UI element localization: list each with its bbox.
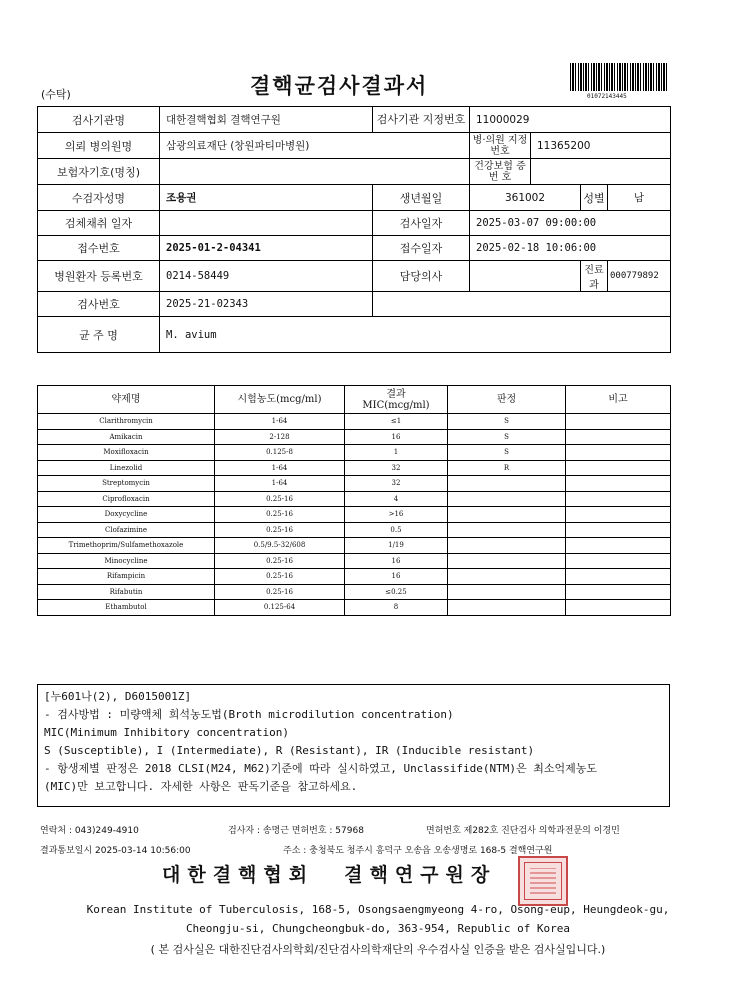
table-row [38, 491, 671, 507]
table-row [38, 445, 671, 461]
table-row [38, 476, 671, 492]
test-conc: 2-128 [215, 429, 345, 445]
dept-label: 진료과 [581, 261, 608, 292]
dob-label: 생년월일 [373, 185, 470, 211]
receipt-label: (수탁) [41, 88, 71, 101]
table-row [38, 538, 671, 554]
col-judge: 판정 [448, 386, 566, 414]
mic-value: 16 [345, 569, 448, 585]
table-row [38, 569, 671, 585]
table-row [38, 429, 671, 445]
judgement [448, 507, 566, 523]
patient-name-label: 수검자성명 [38, 185, 160, 211]
test-date-label: 검사일자 [373, 211, 470, 236]
collect-date-value [160, 211, 373, 236]
drug-name: Ethambutol [38, 600, 215, 616]
table-row [38, 507, 671, 523]
test-conc: 0.125-64 [215, 600, 345, 616]
mic-value: 1 [345, 445, 448, 461]
judgement [448, 600, 566, 616]
test-conc: 0.125-8 [215, 445, 345, 461]
mic-value: 0.5 [345, 522, 448, 538]
mic-value: ≤1 [345, 414, 448, 430]
notify-date: 결과통보일시 2025-03-14 10:56:00 [40, 846, 191, 856]
test-conc: 0.25-16 [215, 491, 345, 507]
test-conc: 1-64 [215, 414, 345, 430]
remark [566, 584, 671, 600]
accession-label: 접수번호 [38, 236, 160, 261]
sex-label: 성별 [581, 185, 608, 211]
judgement [448, 522, 566, 538]
examiner-info: 검사자 : 송명근 면허번호 : 57968 [228, 826, 364, 836]
test-no-value: 2025-21-02343 [160, 292, 373, 317]
insurer-label: 보험자기호(명칭) [38, 159, 160, 185]
col-mic-line2: MIC(mcg/ml) [362, 399, 430, 411]
accession-value: 2025-01-2-04341 [160, 236, 373, 261]
mic-value: 16 [345, 553, 448, 569]
drug-name: Rifabutin [38, 584, 215, 600]
mic-value: ≤0.25 [345, 584, 448, 600]
remark [566, 507, 671, 523]
remark [566, 491, 671, 507]
col-mic-line1: 결과 [386, 388, 406, 400]
drug-name: Clofazimine [38, 522, 215, 538]
test-conc: 1-64 [215, 476, 345, 492]
mic-value: 32 [345, 460, 448, 476]
dob-value: 361002 [470, 185, 581, 211]
certification-note: ( 본 검사실은 대한진단검사의학회/진단검사의학재단의 우수검사실 인증을 받은 검사실입니다.) [150, 943, 606, 956]
remark [566, 460, 671, 476]
req-hospital-value: 삼광의료재단 (창원파티마병원) [160, 133, 470, 159]
mic-value: 1/19 [345, 538, 448, 554]
receive-date-label: 접수일자 [373, 236, 470, 261]
remark [566, 429, 671, 445]
note-line: - 검사방법 : 미량액체 희석농도법(Broth microdilution concentration) [44, 708, 454, 721]
test-date-value: 2025-03-07 09:00:00 [470, 211, 671, 236]
note-line: S (Susceptible), I (Intermediate), R (Resistant), IR (Inducible resistant) [44, 744, 535, 757]
note-line: - 항생제별 판정은 2018 CLSI(M24, M62)기준에 따라 실시하였고, Unclassifide(NTM)은 최소억제농도 [44, 762, 598, 775]
judgement: S [448, 429, 566, 445]
remark [566, 538, 671, 554]
table-row [38, 584, 671, 600]
lab-org-label: 검사기관명 [38, 107, 160, 133]
test-conc: 0.25-16 [215, 569, 345, 585]
patient-name-value: 조용권 [160, 185, 373, 211]
lab-desig-value: 11000029 [470, 107, 671, 133]
address-ko: 주소 : 충청북도 청주시 흥덕구 오송읍 오송생명로 168-5 결핵연구원 [283, 846, 553, 856]
judgement: S [448, 414, 566, 430]
table-row [38, 414, 671, 430]
receive-date-value: 2025-02-18 10:06:00 [470, 236, 671, 261]
contact-info: 연락처 : 043)249-4910 [40, 826, 139, 836]
institute-name-part1: 대한결핵협회 [162, 864, 315, 886]
test-conc: 0.25-16 [215, 584, 345, 600]
test-conc: 0.25-16 [215, 507, 345, 523]
table-row [38, 553, 671, 569]
hosp-desig-value: 11365200 [531, 133, 671, 159]
note-line: MIC(Minimum Inhibitory concentration) [44, 726, 290, 739]
drug-name: Doxycycline [38, 507, 215, 523]
remark [566, 476, 671, 492]
drug-name: Minocycline [38, 553, 215, 569]
doctor-value [470, 261, 581, 292]
drug-name: Rifampicin [38, 569, 215, 585]
remark [566, 600, 671, 616]
institute-address-en-1: Korean Institute of Tuberculosis, 168-5, Osongsaengmyeong 4-ro, Osong-eup, Heungdeok-gu, [86, 903, 670, 916]
test-conc: 0.25-16 [215, 553, 345, 569]
drug-name: Linezolid [38, 460, 215, 476]
drug-name: Trimethoprim/Sulfamethoxazole [38, 538, 215, 554]
judgement [448, 491, 566, 507]
institute-name-ko [162, 860, 496, 887]
judgement: R [448, 460, 566, 476]
judgement [448, 553, 566, 569]
reg-no-value: 0214-58449 [160, 261, 373, 292]
doctor-label: 담당의사 [373, 261, 470, 292]
mic-value: 16 [345, 429, 448, 445]
reg-no-label: 병원환자 등록번호 [38, 261, 160, 292]
table-row [38, 522, 671, 538]
test-conc: 0.5/9.5-32/608 [215, 538, 345, 554]
drug-name: Amikacin [38, 429, 215, 445]
institute-address-en-2: Cheongju-si, Chungcheongbuk-do, 363-954, Republic of Korea [185, 922, 571, 935]
remark [566, 414, 671, 430]
lab-desig-label: 검사기관 지정번호 [373, 107, 470, 133]
judgement [448, 584, 566, 600]
col-drug: 약제명 [38, 386, 215, 414]
col-conc: 시험농도(mcg/ml) [215, 386, 345, 414]
note-line: (MIC)만 보고합니다. 자세한 사항은 판독기준을 참고하세요. [44, 780, 358, 793]
note-line: [누601나(2), D6015001Z] [44, 690, 192, 703]
judgement: S [448, 445, 566, 461]
remark [566, 522, 671, 538]
judgement [448, 476, 566, 492]
sex-value: 남 [608, 185, 671, 211]
req-hospital-label: 의뢰 병의원명 [38, 133, 160, 159]
mic-value: 32 [345, 476, 448, 492]
institute-name-part2: 결핵연구원장 [344, 864, 497, 886]
patient-info-table [37, 106, 671, 353]
notes-box [37, 684, 670, 807]
mic-value: 4 [345, 491, 448, 507]
barcode-number: 01072143445 [587, 93, 627, 100]
health-ins-value [531, 159, 671, 185]
judgement [448, 538, 566, 554]
physician-info: 면허번호 제282호 진단검사 의학과전문의 이경민 [426, 826, 620, 836]
remark [566, 569, 671, 585]
table-row [38, 460, 671, 476]
test-no-label: 검사번호 [38, 292, 160, 317]
empty-cell [373, 292, 671, 317]
col-mic [345, 386, 448, 414]
drug-name: Moxifloxacin [38, 445, 215, 461]
collect-date-label: 검체채취 일자 [38, 211, 160, 236]
test-conc: 0.25-16 [215, 522, 345, 538]
drug-name: Ciprofloxacin [38, 491, 215, 507]
remark [566, 445, 671, 461]
hosp-desig-label: 병·의원 지정번호 [470, 133, 531, 159]
strain-label: 균 주 명 [38, 317, 160, 353]
drug-name: Streptomycin [38, 476, 215, 492]
drug-name: Clarithromycin [38, 414, 215, 430]
health-ins-label: 건강보험 증 번 호 [470, 159, 531, 185]
table-row [38, 600, 671, 616]
col-note: 비고 [566, 386, 671, 414]
dept-value: 000779892 [608, 261, 671, 292]
mic-value: >16 [345, 507, 448, 523]
mic-value: 8 [345, 600, 448, 616]
judgement [448, 569, 566, 585]
test-conc: 1-64 [215, 460, 345, 476]
remark [566, 553, 671, 569]
document-title: 결핵균검사결과서 [250, 73, 429, 98]
strain-value: M. avium [160, 317, 671, 353]
insurer-value [160, 159, 470, 185]
barcode [570, 63, 668, 91]
drug-susceptibility-table [37, 385, 671, 616]
official-seal-stamp [518, 856, 568, 906]
lab-org-value: 대한결핵협회 결핵연구원 [160, 107, 373, 133]
